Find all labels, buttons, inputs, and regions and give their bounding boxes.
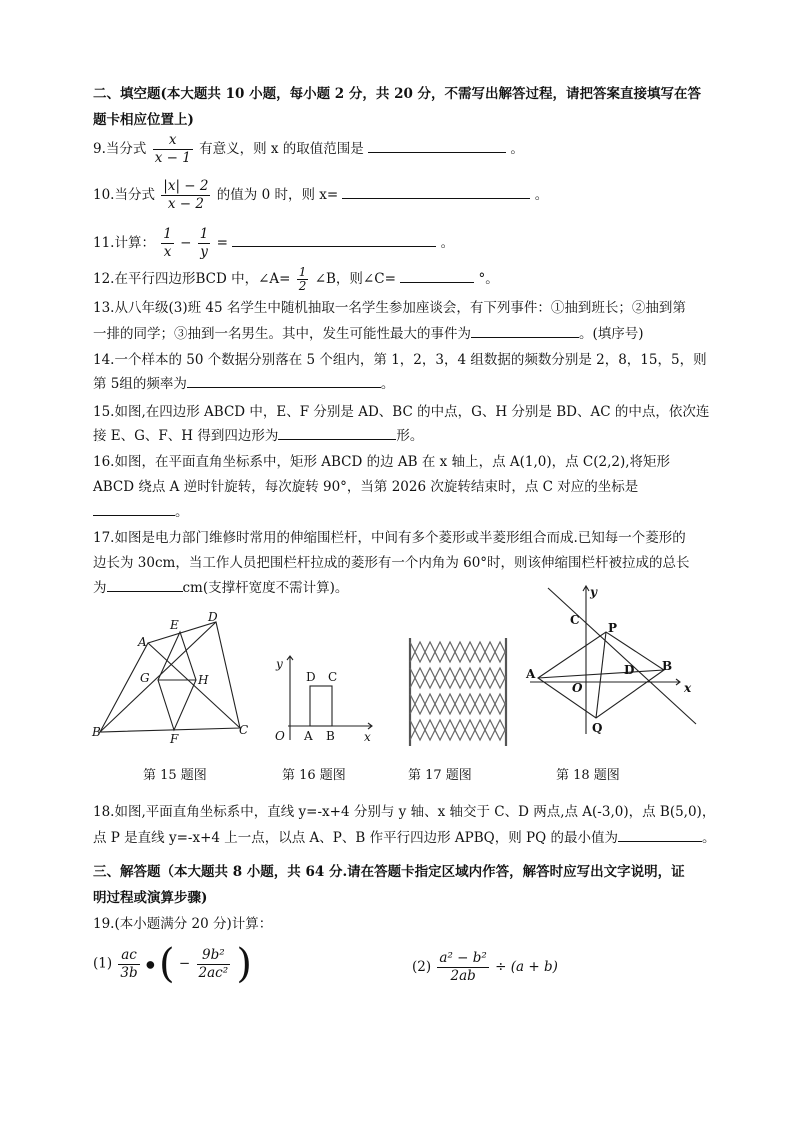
fig16-label-a: A [304, 729, 313, 743]
q13-answer-blank[interactable] [471, 323, 579, 338]
figure-17-folding-fence [404, 632, 516, 750]
fig18-label-c: C [570, 613, 580, 627]
fig18-label-x: x [684, 681, 692, 695]
q15-answer-blank[interactable] [278, 425, 396, 440]
question-14-line1: 14.一个样本的 50 个数据分别落在 5 个组内，第 1，2，3，4 组数据的频数分别是 2，8，15，5，则 [93, 352, 707, 368]
fig15-label-g: G [140, 671, 150, 685]
q11-fraction-2: $\frac{1}{y}$ [199, 226, 209, 260]
section3-header-line1: 三、解答题（本大题共 8 小题，共 64 分.请在答题卡指定区域内作答，解答时应写出文字说明，证 [93, 864, 685, 880]
figure-18-parallelogram [520, 584, 702, 744]
question-14-line2: 第 5组的频率为 。 [93, 372, 394, 392]
question-13-line2: 一排的同学；③抽到一名男生。其中，发生可能性最大的事件为 。(填序号) [93, 322, 644, 342]
q12-fraction: $\frac{1}{2}$ [298, 265, 307, 293]
fig18-label-y: y [590, 585, 597, 599]
q19p2-fraction: $\frac{\text{a² − b²}}{2ab}$ [439, 950, 487, 984]
figure-17-caption: 第 17 题图 [408, 768, 472, 783]
fig16-label-y: y [276, 657, 283, 671]
fig16-label-c: C [328, 670, 338, 684]
question-9: 9.当分式 $\frac{x}{x - 1}$ 有意义，则 x 的取值范围是 。 [93, 132, 524, 166]
question-16-line2: ABCD 绕点 A 逆时针旋转，每次旋转 90°，当第 2026 次旋转结束时，点 C 对应的坐标是 [93, 479, 639, 495]
fig18-label-q: Q [592, 721, 603, 735]
fig18-label-p: P [608, 621, 618, 635]
q9-answer-blank[interactable] [368, 138, 506, 153]
question-18-line2: 点 P 是直线 y=-x+4 上一点，以点 A、P、B 作平行四边形 APBQ，则 PQ 的最小值为 。 [93, 826, 715, 846]
fig16-label-x: x [364, 730, 371, 744]
q19p1-fraction-2: $\frac{\text{9b²}}{\text{2ac²}}$ [198, 946, 229, 981]
question-16-line3: 。 [93, 500, 189, 520]
q11-answer-blank[interactable] [232, 232, 436, 247]
question-18-line1: 18.如图,平面直角坐标系中，直线 y=-x+4 分别与 y 轴、x 轴交于 C、D 两点,点 A(-3,0)，点 B(5,0)， [93, 804, 716, 820]
question-15-line1: 15.如图,在四边形 ABCD 中，E、F 分别是 AD、BC 的中点，G、H 分别是 BD、AC 的中点，依次连 [93, 404, 710, 420]
q10-fraction: $\frac{|x| - 2}{x - 2}$ [163, 178, 209, 212]
fig15-label-h: H [198, 673, 209, 687]
question-12: 12.在平行四边形BCD 中，∠A= $\frac{1}{2}$ ∠B，则∠C= °。 [93, 265, 499, 293]
fig18-label-b: B [662, 659, 673, 673]
q11-fraction-1: $\frac{1}{x}$ [163, 226, 172, 260]
q19p1-fraction-1: $\frac{ac}{3b}$ [120, 946, 138, 981]
fig16-label-o: O [275, 729, 285, 743]
q16-answer-blank[interactable] [93, 501, 175, 516]
question-19-part-2: (2) $\frac{\text{a² − b²}}{2ab}$ ÷ (a + b) [412, 950, 558, 984]
quad-abcd [100, 622, 240, 732]
fig15-label-f: F [170, 732, 179, 746]
question-19-intro: 19.(本小题满分 20 分)计算： [93, 916, 273, 932]
figure-16-coordinate-rectangle [268, 648, 378, 748]
question-16-line1: 16.如图，在平面直角坐标系中，矩形 ABCD 的边 AB 在 x 轴上，点 A(1,0)，点 C(2,2),将矩形 [93, 454, 671, 470]
question-17-line2: 边长为 30cm，当工作人员把围栏杆拉成的菱形有一个内角为 60°时，则该伸缩围栏杆被拉成的总长 [93, 555, 690, 571]
section2-header-line2: 题卡相应位置上) [93, 112, 194, 128]
question-11: 11.计算： $\frac{1}{x}$ − $\frac{1}{y}$ = 。 [93, 226, 455, 260]
q14-answer-blank[interactable] [187, 373, 381, 388]
figure-16-caption: 第 16 题图 [282, 768, 346, 783]
fig15-label-e: E [170, 618, 179, 632]
q12-answer-blank[interactable] [400, 268, 474, 283]
fence-lattice [410, 642, 506, 740]
fig15-label-d: D [208, 610, 218, 624]
question-19-part-1: (1) $\frac{ac}{3b}$ ● ( − $\frac{\text{9b²}}{\text{2ac²}}$ ) [93, 941, 253, 987]
fig16-label-b: B [326, 729, 335, 743]
fig16-label-d: D [306, 670, 316, 684]
q9-fraction: $\frac{x}{x - 1}$ [154, 132, 191, 166]
figure-15-caption: 第 15 题图 [143, 768, 207, 783]
rectangle-abcd [310, 686, 332, 726]
q18-answer-blank[interactable] [618, 827, 702, 842]
fig18-label-o: O [572, 681, 583, 695]
figure-15-quadrilateral [88, 608, 258, 750]
question-15-line2: 接 E、G、F、H 得到四边形为 形。 [93, 424, 423, 444]
fig18-label-d: D [624, 663, 635, 677]
question-17-line1: 17.如图是电力部门维修时常用的伸缩围栏杆，中间有多个菱形或半菱形组合而成.已知每一个菱形的 [93, 530, 686, 546]
figure-18-caption: 第 18 题图 [556, 768, 620, 783]
fig18-label-a: A [526, 667, 536, 681]
q17-answer-blank[interactable] [107, 577, 183, 592]
section3-header-line2: 明过程或演算步骤) [93, 890, 208, 906]
fig15-label-b: B [92, 725, 101, 739]
section2-header-line1: 二、填空题(本大题共 10 小题，每小题 2 分，共 20 分，不需写出解答过程，请把答案直接填写在答 [93, 86, 702, 102]
q10-answer-blank[interactable] [342, 184, 530, 199]
question-10: 10.当分式 $\frac{|x| - 2}{x - 2}$ 的值为 0 时，则 x= 。 [93, 178, 549, 212]
segment-pq [596, 632, 606, 718]
question-17-line3: 为 cm(支撑杆宽度不需计算)。 [93, 576, 348, 596]
fig15-label-c: C [239, 723, 249, 737]
fig15-label-a: A [138, 635, 147, 649]
question-13-line1: 13.从八年级(3)班 45 名学生中随机抽取一名学生参加座谈会，有下列事件：①抽到班长；②抽到第 [93, 300, 686, 316]
